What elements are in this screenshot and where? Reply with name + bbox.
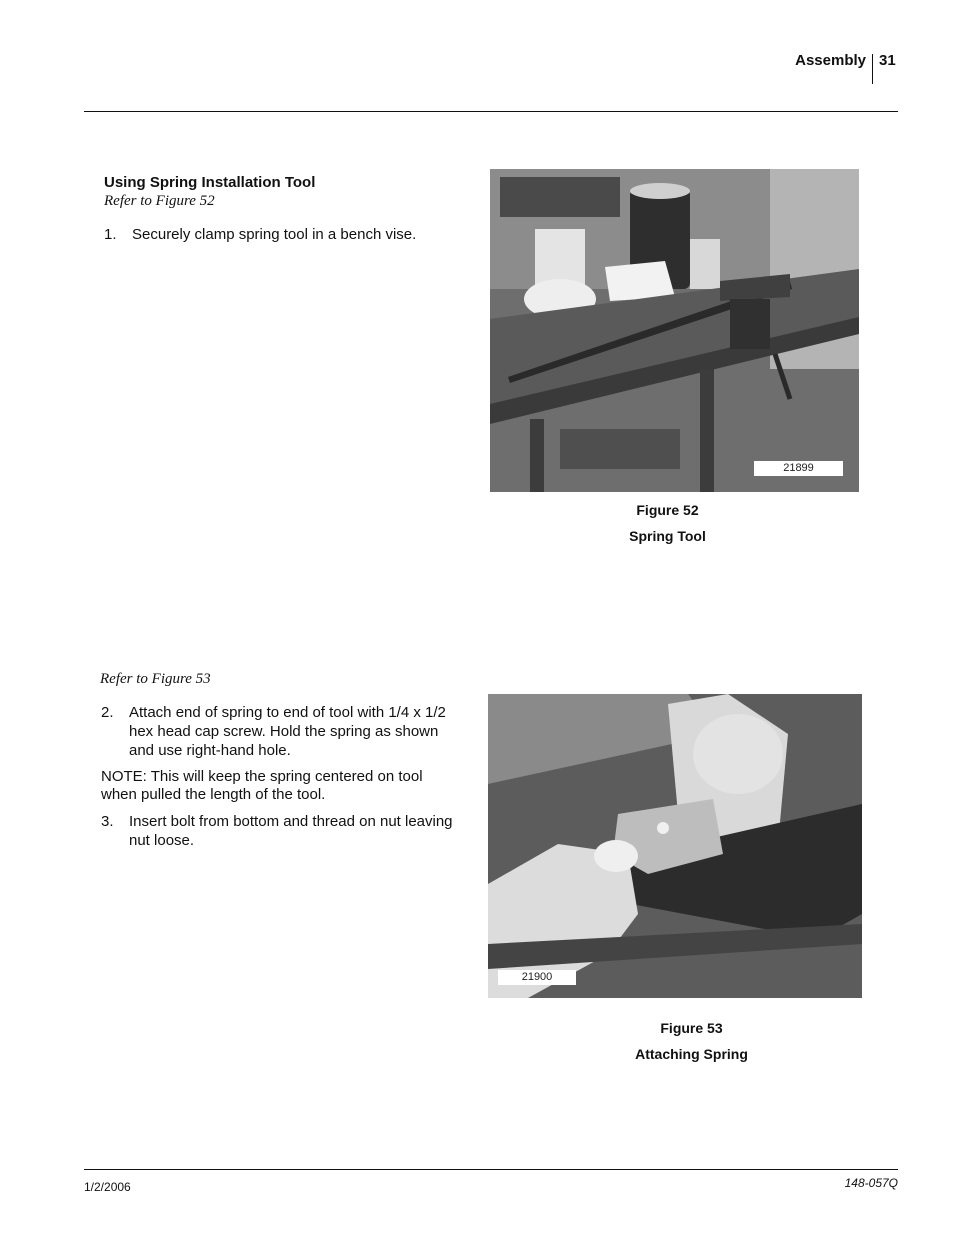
photo-id-label: 21900 xyxy=(498,970,576,985)
hands-attaching-spring-illustration xyxy=(488,694,862,998)
step-text: Insert bolt from bottom and thread on nut leaving nut loose. xyxy=(129,813,453,849)
step-text: Securely clamp spring tool in a bench vise. xyxy=(132,226,417,243)
footer-rule xyxy=(84,1169,898,1170)
figure-caption: Attaching Spring xyxy=(635,1046,748,1062)
figure-reference: Refer to Figure 53 xyxy=(100,671,211,687)
workbench-vise-illustration xyxy=(490,169,859,492)
step-number: 3. xyxy=(101,813,114,830)
step-2 xyxy=(101,703,471,763)
step-number: 1. xyxy=(104,226,117,243)
step-text: Attach end of spring to end of tool with 1/4 x 1/2 hex head cap screw. Hold the spring as shown and use right-hand hole. xyxy=(129,704,446,759)
header-divider xyxy=(872,54,873,84)
section-title: Using Spring Installation Tool xyxy=(104,174,316,191)
figure-reference: Refer to Figure 52 xyxy=(104,193,215,209)
figure-label: Figure 52 xyxy=(636,502,699,518)
figure-caption: Spring Tool xyxy=(629,528,706,544)
figure-53-photo xyxy=(488,694,862,998)
photo-id-label: 21899 xyxy=(754,461,843,476)
figure-52-photo xyxy=(490,169,859,492)
figure-label: Figure 53 xyxy=(660,1020,723,1036)
step-1 xyxy=(104,225,474,245)
step-3 xyxy=(101,812,471,852)
footer-date: 1/2/2006 xyxy=(84,1180,131,1194)
footer-doc-number: 148-057Q xyxy=(844,1176,898,1190)
step-number: 2. xyxy=(101,704,114,721)
header-rule xyxy=(84,111,898,112)
note-text: NOTE: This will keep the spring centered on tool when pulled the length of the tool. xyxy=(101,768,423,803)
page-number: 31 xyxy=(879,52,896,69)
running-header-section: Assembly xyxy=(795,52,866,69)
